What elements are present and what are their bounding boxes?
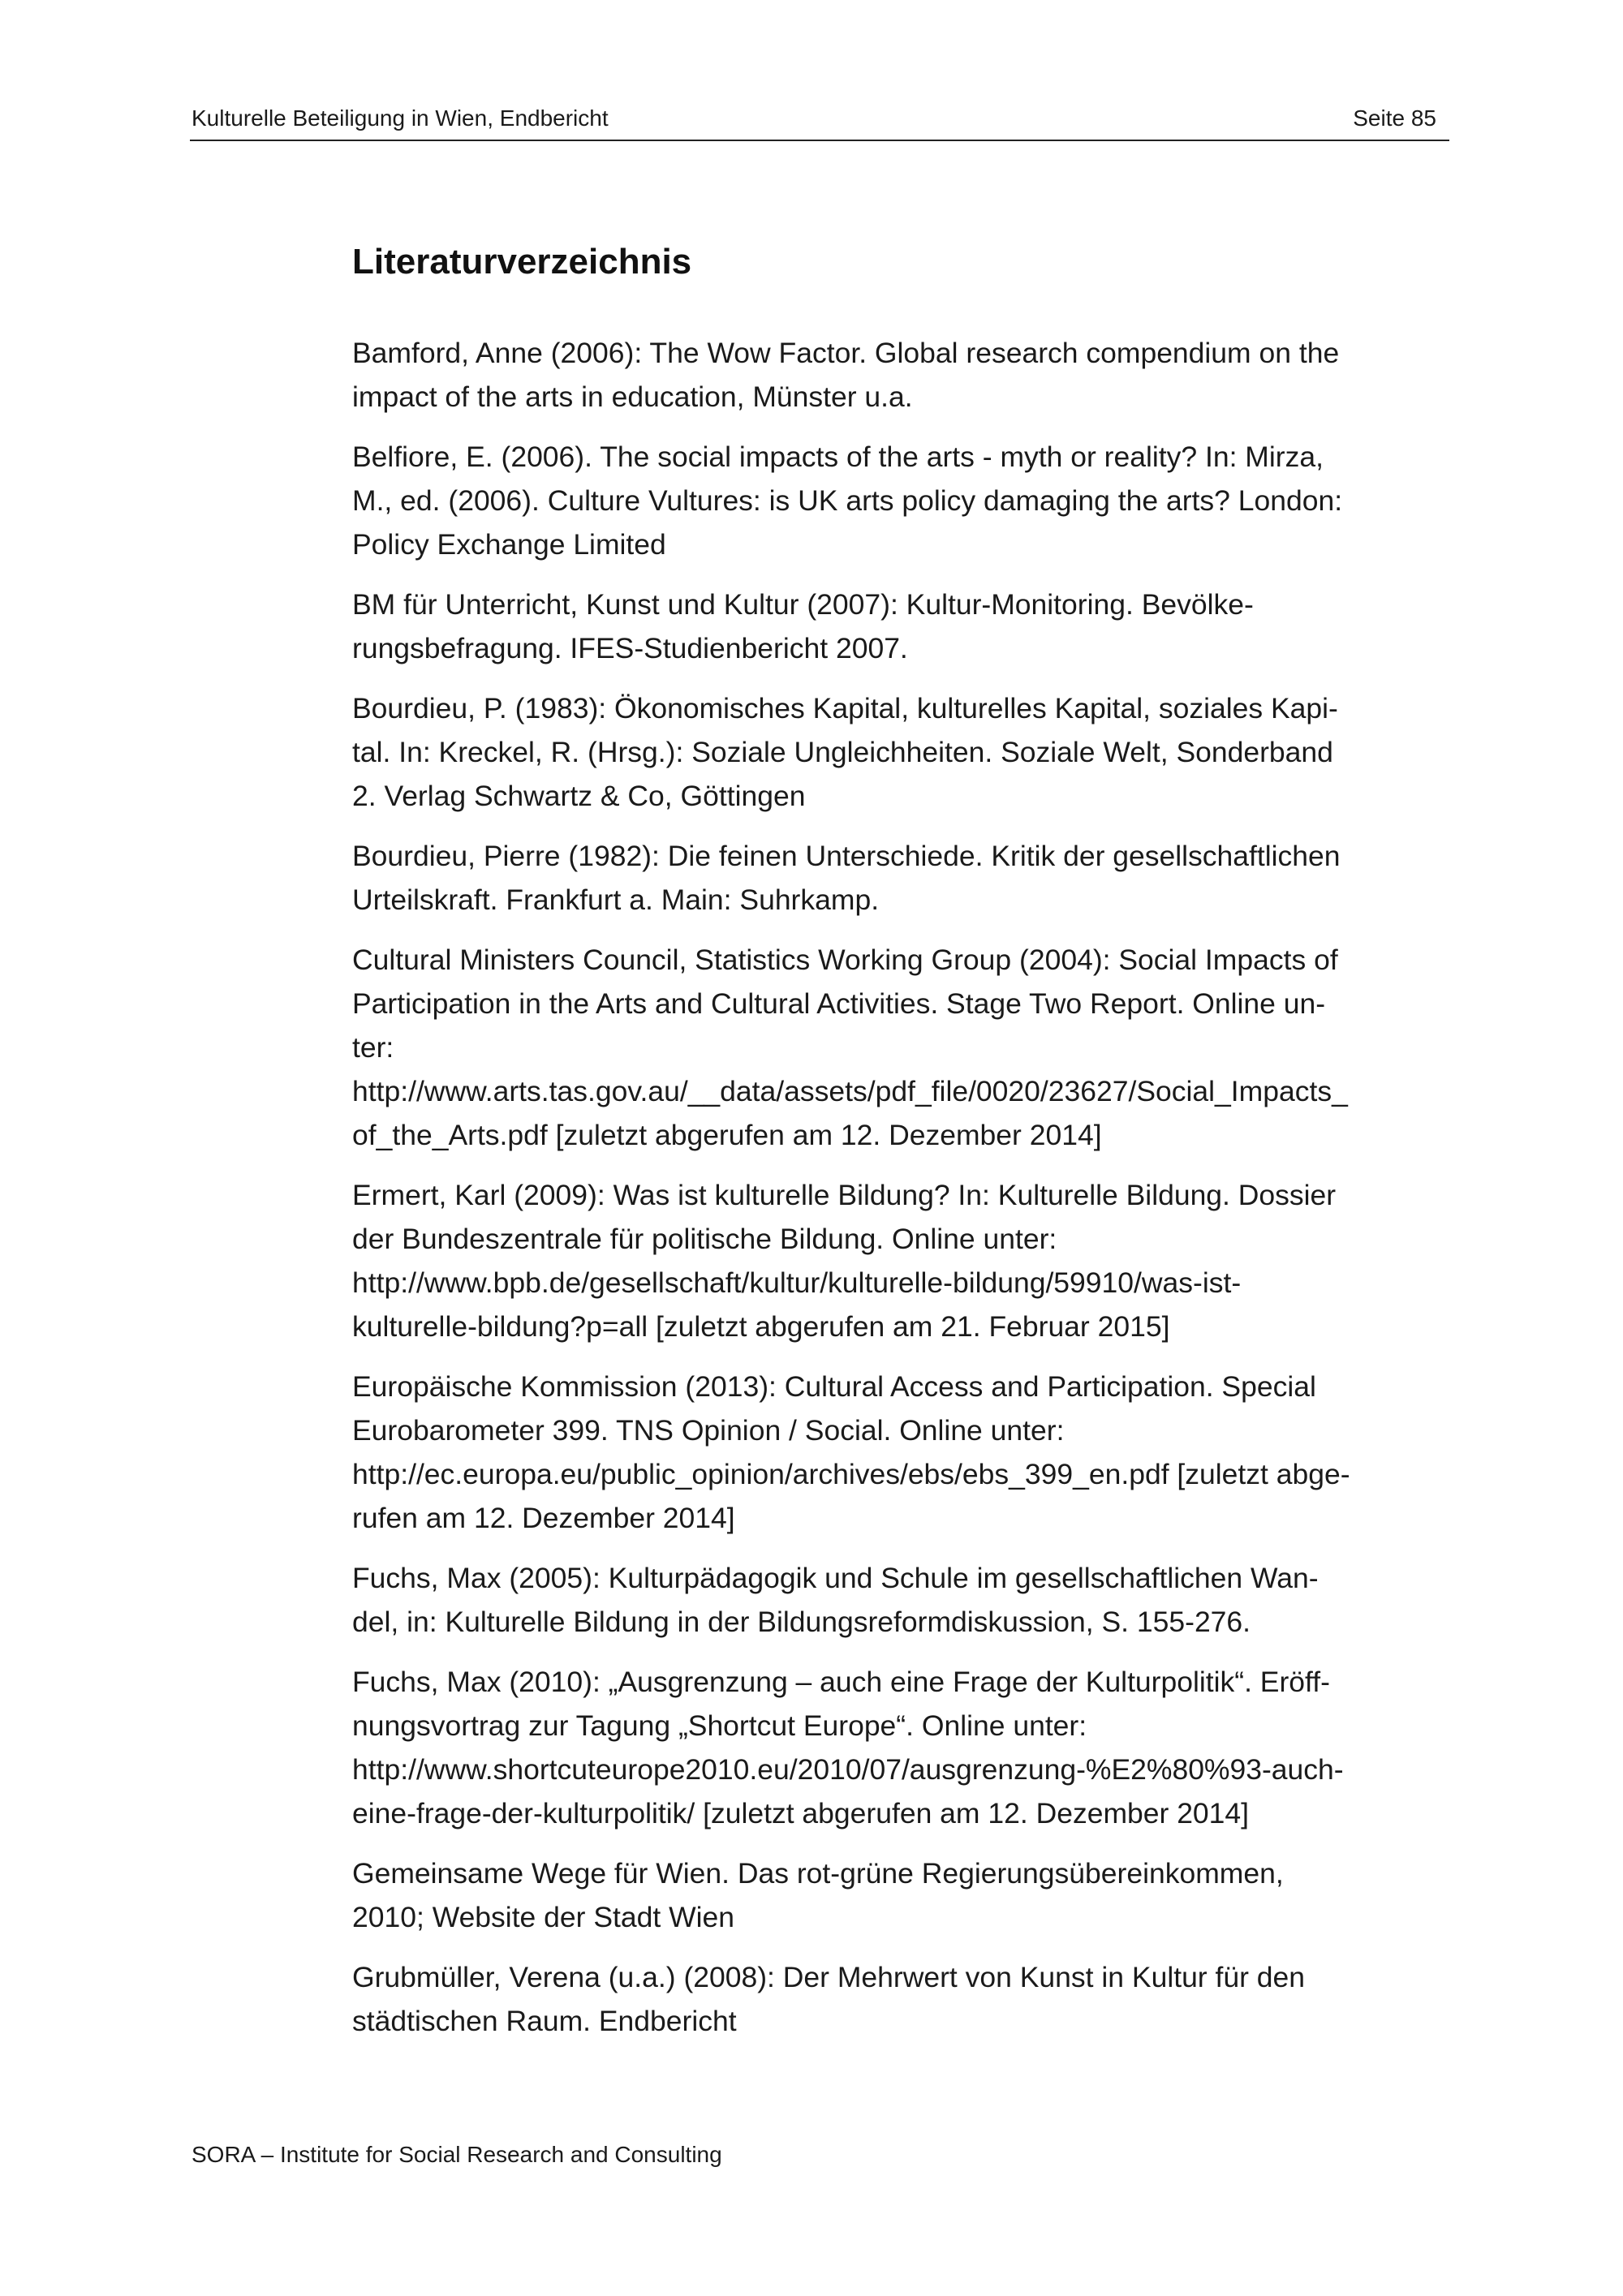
- page-title: Literaturverzeichnis: [352, 242, 692, 282]
- reference-line: impact of the arts in education, Münster u.a.: [352, 381, 913, 413]
- reference-line: ter:: [352, 1031, 394, 1064]
- reference-line: Grubmüller, Verena (u.a.) (2008): Der Mehrwert von Kunst in Kultur für den: [352, 1961, 1306, 1993]
- reference-line: eine-frage-der-kulturpolitik/ [zuletzt abgerufen am 12. Dezember 2014]: [352, 1797, 1250, 1829]
- reference-entry: [352, 938, 1456, 1157]
- reference-line: Eurobarometer 399. TNS Opinion / Social. Online unter:: [352, 1414, 1065, 1447]
- reference-line: Bourdieu, Pierre (1982): Die feinen Unterschiede. Kritik der gesellschaftlichen: [352, 840, 1341, 872]
- reference-line: Participation in the Arts and Cultural Activities. Stage Two Report. Online un-: [352, 987, 1326, 1020]
- reference-entry: [352, 1955, 1456, 2043]
- reference-entry: [352, 1365, 1456, 1540]
- reference-line: Belfiore, E. (2006). The social impacts of the arts - myth or reality? In: Mirza,: [352, 441, 1324, 473]
- page-number: Seite 85: [1353, 105, 1436, 131]
- page-header: [190, 101, 1449, 141]
- reference-line: rufen am 12. Dezember 2014]: [352, 1502, 735, 1534]
- reference-entry: [352, 1556, 1456, 1644]
- reference-line: Europäische Kommission (2013): Cultural Access and Participation. Special: [352, 1370, 1316, 1403]
- reference-line: der Bundeszentrale für politische Bildung. Online unter:: [352, 1223, 1057, 1255]
- reference-line: kulturelle-bildung?p=all [zuletzt abgerufen am 21. Februar 2015]: [352, 1310, 1170, 1343]
- reference-line: Bourdieu, P. (1983): Ökonomisches Kapital, kulturelles Kapital, soziales Kapi-: [352, 692, 1338, 724]
- reference-line: Policy Exchange Limited: [352, 528, 666, 561]
- reference-line: M., ed. (2006). Culture Vultures: is UK arts policy damaging the arts? London:: [352, 484, 1343, 517]
- reference-entry: [352, 583, 1456, 670]
- reference-line: Urteilskraft. Frankfurt a. Main: Suhrkamp.: [352, 884, 880, 916]
- reference-line: 2. Verlag Schwartz & Co, Göttingen: [352, 780, 806, 812]
- reference-line: http://www.shortcuteurope2010.eu/2010/07/ausgrenzung-%E2%80%93-auch-: [352, 1753, 1344, 1786]
- reference-entry: [352, 435, 1456, 566]
- reference-line: städtischen Raum. Endbericht: [352, 2005, 737, 2037]
- reference-entry: [352, 331, 1456, 419]
- reference-line: 2010; Website der Stadt Wien: [352, 1901, 734, 1933]
- reference-line: http://www.bpb.de/gesellschaft/kultur/kulturelle-bildung/59910/was-ist-: [352, 1266, 1242, 1299]
- reference-line: nungsvortrag zur Tagung „Shortcut Europe“. Online unter:: [352, 1709, 1087, 1742]
- reference-line: http://www.arts.tas.gov.au/__data/assets/pdf_file/0020/23627/Social_Impacts_: [352, 1075, 1348, 1107]
- reference-line: tal. In: Kreckel, R. (Hrsg.): Soziale Ungleichheiten. Soziale Welt, Sonderband: [352, 736, 1333, 768]
- reference-entry: [352, 834, 1456, 922]
- reference-line: Gemeinsame Wege für Wien. Das rot-grüne Regierungsübereinkommen,: [352, 1857, 1284, 1890]
- reference-line: Ermert, Karl (2009): Was ist kulturelle Bildung? In: Kulturelle Bildung. Dossier: [352, 1179, 1337, 1211]
- reference-entry: [352, 686, 1456, 818]
- reference-line: BM für Unterricht, Kunst und Kultur (2007): Kultur-Monitoring. Bevölke-: [352, 588, 1254, 621]
- reference-line: Fuchs, Max (2010): „Ausgrenzung – auch eine Frage der Kulturpolitik“. Eröff-: [352, 1666, 1330, 1698]
- page-footer: SORA – Institute for Social Research and Consulting: [192, 2142, 722, 2167]
- reference-line: Fuchs, Max (2005): Kulturpädagogik und Schule im gesellschaftlichen Wan-: [352, 1562, 1319, 1594]
- reference-entry: [352, 1660, 1456, 1835]
- reference-line: rungsbefragung. IFES-Studienbericht 2007.: [352, 632, 908, 664]
- reference-line: del, in: Kulturelle Bildung in der Bildungsreformdiskussion, S. 155-276.: [352, 1606, 1251, 1638]
- reference-line: Cultural Ministers Council, Statistics Working Group (2004): Social Impacts of: [352, 944, 1338, 976]
- reference-line: http://ec.europa.eu/public_opinion/archives/ebs/ebs_399_en.pdf [zuletzt abge-: [352, 1458, 1350, 1490]
- reference-entry: [352, 1173, 1456, 1348]
- reference-line: Bamford, Anne (2006): The Wow Factor. Global research compendium on the: [352, 337, 1340, 369]
- reference-line: of_the_Arts.pdf [zuletzt abgerufen am 12. Dezember 2014]: [352, 1119, 1102, 1151]
- reference-list: [352, 331, 1456, 2059]
- reference-entry: [352, 1851, 1456, 1939]
- document-title: Kulturelle Beteiligung in Wien, Endbericht: [192, 105, 609, 131]
